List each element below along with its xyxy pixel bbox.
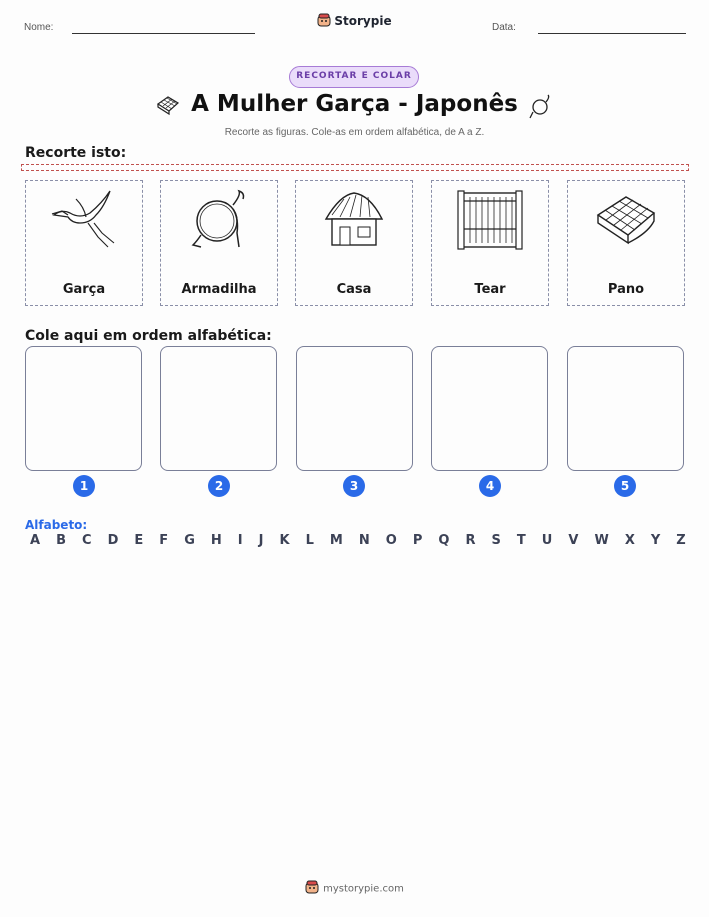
brand-logo xyxy=(0,13,709,30)
alphabet-letter: M xyxy=(329,533,343,548)
paste-slot-2[interactable] xyxy=(160,346,277,471)
alphabet-letter: I xyxy=(237,533,243,548)
slot-number-4: 4 xyxy=(479,475,501,497)
alphabet-letter: L xyxy=(305,533,314,548)
card-label: Tear xyxy=(474,282,506,297)
loom-icon xyxy=(456,189,524,253)
cut-line xyxy=(21,164,689,171)
alphabet-label: Alfabeto: xyxy=(25,518,88,532)
card-label: Casa xyxy=(336,282,372,297)
paste-section-label: Cole aqui em ordem alfabética: xyxy=(25,328,272,344)
alphabet-row xyxy=(30,533,686,548)
alphabet-letter: G xyxy=(184,533,195,548)
paste-slot-1[interactable] xyxy=(25,346,142,471)
instructions: Recorte as figuras. Cole-as em ordem alfabética, de A a Z. xyxy=(224,127,485,138)
alphabet-letter: E xyxy=(134,533,144,548)
alphabet-letter: K xyxy=(279,533,290,548)
paste-slot-5[interactable] xyxy=(567,346,684,471)
footer xyxy=(0,880,709,897)
alphabet-letter: T xyxy=(516,533,526,548)
alphabet-letter: B xyxy=(56,533,66,548)
storypie-logo-icon xyxy=(317,13,331,30)
activity-badge: RECORTAR E COLAR xyxy=(289,66,419,88)
alphabet-letter: R xyxy=(465,533,476,548)
cut-card-garca[interactable] xyxy=(25,180,143,306)
slot-number-3: 3 xyxy=(343,475,365,497)
storypie-logo-icon xyxy=(305,880,319,897)
house-icon xyxy=(320,189,388,253)
brand-name: Storypie xyxy=(334,14,392,28)
alphabet-letter: Y xyxy=(650,533,661,548)
cut-card-casa[interactable] xyxy=(295,180,413,306)
card-label: Armadilha xyxy=(181,282,257,297)
card-label: Pano xyxy=(607,282,645,297)
name-label: Nome: xyxy=(24,22,54,33)
alphabet-letter: F xyxy=(159,533,169,548)
date-line[interactable] xyxy=(538,33,686,34)
cloth-icon xyxy=(592,189,660,253)
alphabet-letter: Z xyxy=(676,533,686,548)
alphabet-letter: O xyxy=(385,533,397,548)
slot-number-1: 1 xyxy=(73,475,95,497)
date-label: Data: xyxy=(492,22,516,33)
trap-icon xyxy=(185,189,253,253)
alphabet-letter: C xyxy=(82,533,92,548)
alphabet-letter: A xyxy=(30,533,41,548)
footer-url[interactable]: mystorypie.com xyxy=(323,883,404,895)
cut-card-pano[interactable] xyxy=(567,180,685,306)
name-line[interactable] xyxy=(72,33,255,34)
cut-section-label: Recorte isto: xyxy=(25,145,127,161)
alphabet-letter: U xyxy=(541,533,553,548)
alphabet-letter: X xyxy=(624,533,635,548)
alphabet-letter: H xyxy=(210,533,222,548)
card-label: Garça xyxy=(62,282,106,297)
cut-card-armadilha[interactable] xyxy=(160,180,278,306)
alphabet-letter: P xyxy=(412,533,423,548)
trap-icon xyxy=(528,94,554,124)
alphabet-letter: W xyxy=(594,533,609,548)
alphabet-letter: Q xyxy=(438,533,450,548)
crane-icon xyxy=(50,189,118,253)
page-title: A Mulher Garça - Japonês xyxy=(191,91,518,117)
alphabet-letter: V xyxy=(568,533,579,548)
slot-number-5: 5 xyxy=(614,475,636,497)
alphabet-letter: D xyxy=(107,533,119,548)
alphabet-letter: J xyxy=(258,533,264,548)
alphabet-letter: N xyxy=(358,533,370,548)
paste-slot-4[interactable] xyxy=(431,346,548,471)
paste-slot-3[interactable] xyxy=(296,346,413,471)
cut-card-tear[interactable] xyxy=(431,180,549,306)
slot-number-2: 2 xyxy=(208,475,230,497)
alphabet-letter: S xyxy=(491,533,501,548)
